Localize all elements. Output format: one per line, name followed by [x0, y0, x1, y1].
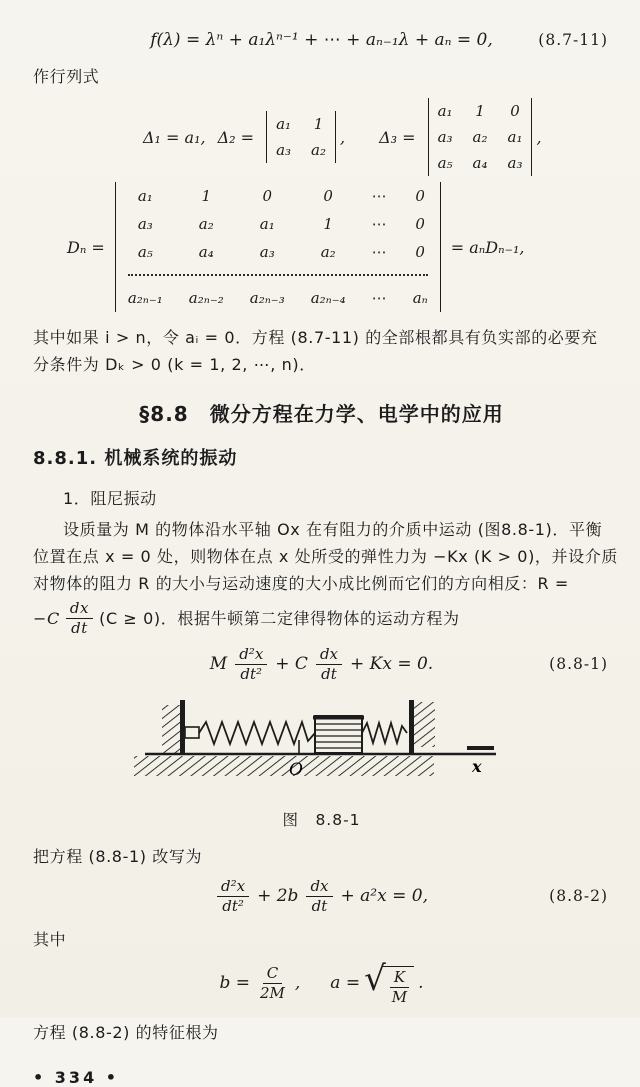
ellipsis-row: [128, 272, 428, 276]
equation-8-8-1: [33, 646, 610, 682]
matrix-cell: a₁: [259, 215, 275, 233]
delta-determinants: [143, 98, 610, 176]
delta2-comma: ,: [340, 127, 346, 147]
a-lhs: a =: [330, 973, 361, 993]
fraction-numerator: dx: [316, 646, 342, 665]
right-wall-post: [409, 700, 414, 754]
matrix-cell: ⋯: [371, 215, 387, 233]
separator-comma: ,: [294, 973, 301, 993]
d2x-dt2-fraction: [217, 878, 249, 914]
dn-lhs: Dₙ =: [67, 237, 105, 257]
equation-8-8-1-number: (8.8-1): [549, 655, 608, 673]
matrix-cell: 1: [201, 187, 212, 205]
matrix-cell: a₅: [137, 243, 153, 261]
d2x-dt2-fraction: [235, 646, 267, 682]
delta2-lhs: Δ₂ =: [217, 127, 255, 147]
matrix-cell: a₅: [437, 154, 453, 172]
matrix-cell: a₂ₙ₋₄: [310, 289, 346, 307]
equation-tail: + a²x = 0,: [340, 886, 428, 906]
fraction-numerator: d²x: [235, 646, 267, 665]
characteristic-roots-text: 方程 (8.8-2) 的特征根为: [33, 1023, 219, 1042]
fraction-denominator: M: [391, 987, 408, 1006]
left-spring-anchor: [185, 727, 199, 738]
rewrite-text: 把方程 (8.8-1) 改写为: [33, 847, 203, 866]
c-2m-fraction: [256, 965, 289, 1001]
origin-label: O: [288, 760, 303, 780]
mass-symbol: M: [209, 654, 228, 674]
b-lhs: b =: [219, 973, 250, 993]
dn-rhs: = aₙDₙ₋₁,: [450, 237, 525, 257]
fraction-denominator: dt: [311, 896, 328, 915]
matrix-cell: a₂ₙ₋₃: [249, 289, 285, 307]
matrix-cell: a₂: [198, 215, 214, 233]
among-text: 其中: [33, 930, 67, 949]
scanned-textbook-page: [0, 30, 640, 1087]
matrix-cell: a₁: [137, 187, 153, 205]
matrix-cell: a₂: [472, 128, 488, 146]
matrix-cell: 1: [313, 115, 324, 133]
figure-caption: 图 8.8-1: [282, 811, 361, 829]
fraction-denominator: dt²: [222, 896, 244, 915]
spring-mass-diagram: [122, 696, 522, 788]
coefficient-definitions: [33, 961, 610, 1005]
page-number: • 334 •: [33, 1068, 119, 1087]
matrix-cell: 0: [415, 215, 425, 233]
right-wall-hatch: [414, 702, 435, 747]
matrix-cell: a₄: [198, 243, 214, 261]
paragraph-line4-text: (C ≥ 0)．根据牛顿第二定律得物体的运动方程为: [99, 608, 460, 628]
equation-middle-term: + 2b: [257, 886, 299, 906]
fraction-numerator: C: [263, 965, 282, 984]
k-m-fraction: [388, 969, 411, 1005]
matrix-cell: a₁: [437, 102, 453, 120]
dx-dt-fraction: [306, 878, 332, 914]
delta3-comma: ,: [536, 127, 542, 147]
matrix-cell: a₃: [276, 141, 292, 159]
matrix-cell: a₁: [276, 115, 292, 133]
figure-8-8-1: [33, 696, 610, 830]
paragraph-line3: 对物体的阻力 R 的大小与运动速度的大小成比例而它们的方向相反：R =: [33, 574, 569, 593]
equation-8-7-11: [33, 30, 610, 50]
matrix-cell: a₃: [259, 243, 275, 261]
equation-middle-term: + C: [275, 654, 308, 674]
fraction-numerator: dx: [306, 878, 332, 897]
page-content: [0, 30, 640, 1087]
matrix-cell: 0: [510, 102, 520, 120]
paragraph-line2: 位置在点 x = 0 处，则物体在点 x 处所受的弹性力为 −Kx (K > 0)，并设介质: [33, 547, 618, 566]
delta2-matrix: [266, 111, 336, 163]
matrix-cell: 0: [415, 243, 425, 261]
left-spring: [199, 722, 315, 744]
equation-tail: + Kx = 0.: [350, 654, 434, 674]
matrix-cell: a₃: [507, 154, 523, 172]
paragraph-line1: 设质量为 M 的物体沿水平轴 Ox 在有阻力的介质中运动 (图8.8-1)．平衡: [63, 520, 603, 539]
dn-determinant: [67, 182, 610, 312]
fraction-denominator: dt: [321, 664, 337, 683]
matrix-cell: a₁: [507, 128, 523, 146]
x-axis-label: x: [471, 757, 482, 776]
matrix-cell: 0: [323, 187, 333, 205]
sqrt-k-m: [364, 961, 414, 1005]
matrix-cell: 1: [475, 102, 485, 120]
equation-8-8-2: [33, 878, 610, 914]
fraction-numerator: dx: [66, 600, 93, 619]
matrix-cell: aₙ: [412, 289, 428, 307]
section-title: §8.8 微分方程在力学、电学中的应用: [139, 402, 504, 426]
condition-line1: 其中如果 i > n，令 aᵢ = 0．方程 (8.7-11) 的全部根都具有负实部的必要充: [33, 328, 598, 347]
matrix-cell: a₂: [311, 141, 326, 159]
matrix-cell: 1: [323, 215, 333, 233]
left-wall-hatch: [162, 705, 180, 753]
equation-8-7-11-body: f(λ) = λⁿ + a₁λⁿ⁻¹ + ⋯ + aₙ₋₁λ + aₙ = 0,: [150, 30, 493, 50]
matrix-cell: a₂ₙ₋₁: [127, 289, 163, 307]
equation-8-8-2-number: (8.8-2): [549, 887, 608, 905]
matrix-cell: a₂ₙ₋₂: [188, 289, 224, 307]
ground-hatch: [134, 756, 434, 776]
matrix-cell: 0: [262, 187, 272, 205]
radical-sign: √: [364, 959, 386, 999]
fraction-numerator: K: [390, 969, 409, 988]
fraction-numerator: d²x: [217, 878, 249, 897]
matrix-cell: a₂: [320, 243, 336, 261]
fraction-denominator: dt²: [240, 664, 263, 683]
damped-vibration-title: 1．阻尼振动: [63, 489, 157, 508]
axis-arrow-marker: [467, 746, 494, 750]
fraction-denominator: 2M: [259, 983, 285, 1002]
matrix-cell: a₄: [472, 154, 488, 172]
matrix-cell: 0: [415, 187, 425, 205]
right-spring: [362, 723, 407, 743]
matrix-cell: ⋯: [371, 289, 387, 307]
paragraph-line4: [33, 600, 610, 636]
equation-8-7-11-number: (8.7-11): [538, 31, 608, 49]
resistance-coefficient: −C: [33, 608, 60, 628]
matrix-cell: a₃: [137, 215, 153, 233]
dn-matrix: [115, 182, 441, 312]
matrix-cell: a₃: [437, 128, 453, 146]
delta3-lhs: Δ₃ =: [379, 127, 416, 147]
subsection-title: 8.8.1. 机械系统的振动: [33, 448, 238, 469]
delta1-expression: Δ₁ = a₁,: [143, 127, 206, 147]
determinant-intro-text: 作行列式: [33, 67, 100, 86]
dx-dt-fraction: [316, 646, 342, 682]
radicand: [383, 966, 414, 1005]
condition-line2: 分条件为 Dₖ > 0 (k = 1, 2, ⋯, n)．: [33, 355, 316, 374]
matrix-cell: ⋯: [371, 243, 387, 261]
dx-dt-fraction: [66, 600, 93, 636]
delta3-matrix: [428, 98, 533, 176]
matrix-cell: ⋯: [371, 187, 387, 205]
fraction-denominator: dt: [71, 618, 88, 637]
terminal-period: .: [418, 973, 424, 993]
